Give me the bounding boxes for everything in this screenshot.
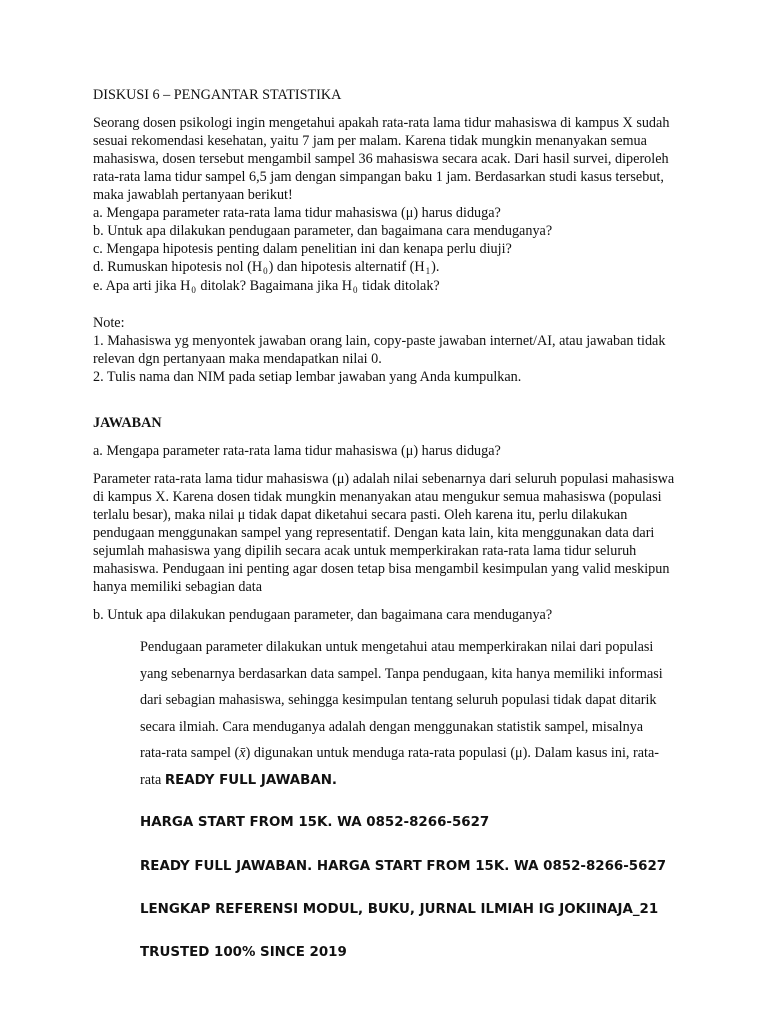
note-line-1: 1. Mahasiswa yg menyontek jawaban orang lain, copy-paste jawaban internet/AI, atau jawaban tidak relevan dgn pertanyaan maka mendapatkan nilai 0.	[93, 333, 666, 367]
subscript-0: 0	[191, 285, 196, 295]
question-e-text-1: e. Apa arti jika H	[93, 278, 191, 294]
question-d-text-1: d. Rumuskan hipotesis nol (H	[93, 259, 263, 275]
question-d	[93, 258, 683, 277]
x-bar-symbol: x̄	[239, 745, 246, 761]
promo-inline: READY FULL JAWABAN.	[164, 772, 338, 788]
answer-question-a: a. Mengapa parameter rata-rata lama tidur mahasiswa (μ) harus diduga?	[93, 443, 501, 459]
promo-line-4: TRUSTED 100% SINCE 2019	[140, 945, 347, 961]
answer-heading: JAWABAN	[93, 415, 162, 431]
question-d-text-2: ) dan hipotesis alternatif (H	[268, 259, 425, 275]
subscript-0: 0	[353, 285, 358, 295]
note-line-2: 2. Tulis nama dan NIM pada setiap lembar jawaban yang Anda kumpulkan.	[93, 369, 522, 385]
document-content	[93, 86, 683, 982]
question-a: a. Mengapa parameter rata-rata lama tidur mahasiswa (μ) harus diduga?	[93, 205, 501, 221]
intro-paragraph: Seorang dosen psikologi ingin mengetahui apakah rata-rata lama tidur mahasiswa di kampus X sudah sesuai rekomendasi kesehatan, yaitu 7 jam per malam. Karena tidak mungkin menanyakan semua mahasiswa, dosen tersebut mengambil sampel 36 mahasiswa secara acak. Dari hasil survei, diperoleh rata-rata lama tidur sampel 6,5 jam dengan simpangan baku 1 jam. Berdasarkan studi kasus tersebut, maka jawablah pertanyaan berikut!	[93, 115, 670, 203]
promo-line-1: HARGA START FROM 15K. WA 0852-8266-5627	[140, 815, 490, 831]
question-c: c. Mengapa hipotesis penting dalam penelitian ini dan kenapa perlu diuji?	[93, 241, 512, 257]
answer-paragraph-b	[140, 634, 670, 794]
answer-b-text-1: Pendugaan parameter dilakukan untuk mengetahui atau memperkirakan nilai dari populasi yang sebenarnya berdasarkan data sampel. Tanpa pendugaan, kita hanya memiliki informasi dari sebagian mahasiswa, sehingga kesimpulan tentang seluruh populasi tidak dapat ditarik secara ilmiah. Cara menduganya adalah dengan menggunakan statistik sampel, misalnya rata-rata sampel (	[140, 639, 663, 761]
question-e-text-2: ditolak? Bagaimana jika H	[196, 278, 353, 294]
answer-b-text-2: ) digunakan untuk menduga rata-rata populasi (μ). Dalam kasus ini, rata-rata	[140, 745, 659, 788]
document-title: DISKUSI 6 – PENGANTAR STATISTIKA	[93, 87, 342, 103]
question-e-text-3: tidak ditolak?	[358, 278, 440, 294]
answer-question-b: b. Untuk apa dilakukan pendugaan parameter, dan bagaimana cara menduganya?	[93, 607, 553, 623]
question-e	[93, 277, 683, 296]
promo-line-2: READY FULL JAWABAN. HARGA START FROM 15K. WA 0852-8266-5627	[140, 858, 667, 874]
subscript-1: 1	[425, 266, 431, 276]
question-b: b. Untuk apa dilakukan pendugaan parameter, dan bagaimana cara menduganya?	[93, 223, 553, 239]
promo-line-3: LENGKAP REFERENSI MODUL, BUKU, JURNAL ILMIAH IG JOKIINAJA_21	[140, 901, 659, 917]
note-label: Note:	[93, 315, 125, 331]
question-d-text-3: ).	[431, 259, 440, 275]
answer-paragraph-a: Parameter rata-rata lama tidur mahasiswa (μ) adalah nilai sebenarnya dari seluruh populasi mahasiswa di kampus X. Karena dosen tidak mungkin menanyakan atau mengukur semua mahasiswa (populasi terlalu besar), maka nilai μ tidak dapat diketahui secara pasti. Oleh karena itu, perlu dilakukan pendugaan menggunakan sampel yang representatif. Dengan kata lain, kita menggunakan data dari sejumlah mahasiswa yang dipilih secara acak untuk memperkirakan rata-rata lama tidur seluruh mahasiswa. Pendugaan ini penting agar dosen tetap bisa mengambil kesimpulan yang valid meskipun hanya memiliki sebagian data	[93, 471, 675, 595]
spacer	[93, 296, 683, 314]
subscript-0: 0	[263, 266, 268, 276]
